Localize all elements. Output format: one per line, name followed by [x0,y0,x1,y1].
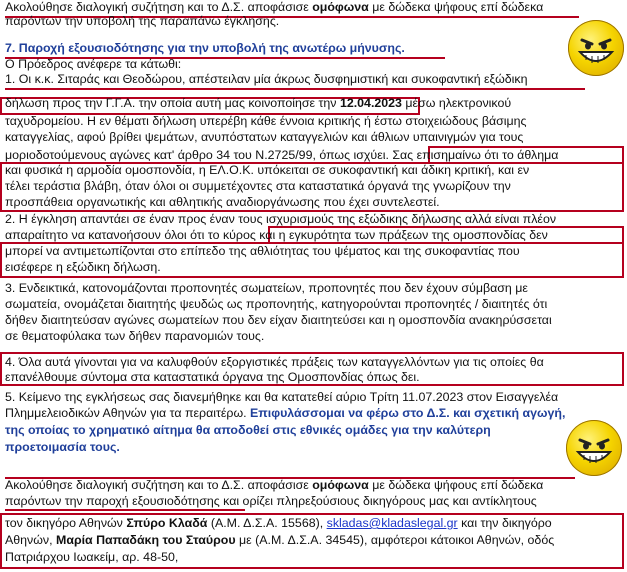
text-line [5,313,552,328]
text-line [5,329,264,344]
text-span: καταγγελίας, αφού βρίθει ψεμάτων, ανυπόστατων καταγγελιών και άθλιων υπαινιγμών για τους [5,130,524,144]
text-line [5,550,178,565]
text-line [5,148,558,163]
text-line [5,297,547,312]
text-span: με δώδεκα ψήφους επί δώδεκα [368,478,544,492]
text-line [5,14,279,29]
text-span: Πλημμελειοδικών Αθηνών για τα περαιτέρω. [5,406,251,420]
text-line [5,179,511,194]
text-line [5,533,554,548]
text-span: παρόντων την υποβολή της παραπάνω έγκλησης. [5,14,280,28]
text-span: τέλει τεράστια βλάβη, όταν όλοι οι συμμετέχοντες στα καταστατικά όργανά της γνωρίζουν την [5,179,511,193]
bold-text: ομόφωνα [312,0,369,14]
text-line [5,494,537,509]
text-span: Ακολούθησε διαλογική συζήτηση και το Δ.Σ. αποφάσισε [5,478,313,492]
date-text: 12.04.2023 [339,96,402,110]
text-span: Ακολούθησε διαλογική συζήτηση και το Δ.Σ. αποφάσισε [5,0,313,14]
text-line [5,96,511,111]
text-span: το κύρος και η εγκυρότητα των πράξεων της ομοσπονδίας δεν [207,228,548,242]
text-span: επανέλθουμε σύντομα στα καταστατικά όργανα της Ομοσπονδίας όπως δει. [5,370,420,384]
section-heading [5,41,405,56]
text-line [5,260,161,275]
bold-text: Σπύρο Κλαδά [126,516,208,530]
bold-text: προετοιμασία τους. [5,440,120,454]
bold-text: ομόφωνα [312,478,369,492]
text-span: 1. Οι κ.κ. Σιταράς και Θεοδώρου, απέστειλαν μία άκρως δυσφημιστική και συκοφαντική εξώδικη [5,72,528,86]
text-line [5,212,556,227]
text-span: και την δικηγόρο [457,516,552,530]
text-span: 3. Ενδεικτικά, κατονομάζονται προπονητές σωματείων, προπονητές που δεν έχουν σύμβαση με [5,281,528,295]
text-line [5,478,543,493]
text-span: Σας επισημαίνω ότι το άθλημα [392,148,559,162]
text-line [5,281,528,296]
text-line [5,163,529,178]
text-span: προσπάθεια οργανωτικής και αθλητικής αναδιοργάνωσης που έχει συντελεστεί. [5,195,440,209]
text-span: ταχυδρομείου. Η εν θέματι δήλωση υπερέβη κάθε έννοια κριτικής ή έστω στοιχειώδους βάσιμης [5,114,527,128]
text-span: σωματεία, ονομάζεται διαιτητής ψευδώς ως προπονητής, κατηγορούνται προπονητές / διαιτητές ότι [5,297,548,311]
text-line [5,516,552,531]
text-line [5,72,528,87]
text-span: μέσω ηλεκτρονικού [401,96,512,110]
bold-text: Επιφυλάσσομαι να φέρω στο Δ.Σ. και σχετική αγωγή, [250,406,566,420]
text-span: Αθηνών, [5,533,56,547]
text-line [5,130,523,145]
text-span: δήθεν διαιτητεύσαν αγώνες σωματείων που δεν είχαν διαιτητεύσει και η ομοσπονδία ανακηρύσσεται [5,313,552,327]
text-span: (Α.Μ. Δ.Σ.Α. 15568), [207,516,327,530]
text-line [5,355,544,370]
text-span: δήλωση προς την Γ.Γ.Α. την οποία αυτή μας κοινοποίησε την [5,96,340,110]
text-span: παρόντων την παροχή εξουσιοδότησης και ορίζει πληρεξούσιους δικηγόρους μας και αντίκλητους [5,494,537,508]
text-line [5,195,440,210]
grinning-smiley-icon [566,420,622,476]
text-line [5,114,527,129]
text-line [5,370,420,385]
text-span: απαραίτητο να κατανοήσουν όλοι ότι [5,228,208,242]
text-span: 4. Όλα αυτά γίνονται για να καλυφθούν εξοργιστικές πράξεις των καταγγελλόντων για τις οποίες θα [5,355,544,369]
text-line [5,244,520,259]
text-span: με (Α.Μ. Δ.Σ.Α. 34545), αμφότεροι κάτοικοι Αθηνών, οδός [235,533,555,547]
text-span: 5. Κείμενο της εγκλήσεως σας διανεμήθηκε και θα κατατεθεί αύριο Τρίτη 11.07.2023 στον Εισαγγελέα [5,390,559,404]
text-line [5,390,558,405]
bold-text: της οποίας το χρηματικό αίτημα θα αποδοθεί στις εθνικές ομάδες για την καλύτερη [5,423,491,437]
grinning-smiley-icon [568,20,624,76]
text-line [5,440,120,455]
text-span: μοριοδοτούμενους αγώνες κατ' άρθρο 34 του Ν.2725/99, όπως ισχύει. [5,148,393,162]
text-span: σε θεματοφύλακα των δήθεν παρανομιών τους. [5,329,265,343]
text-line [5,406,565,421]
red-underline [5,509,245,511]
text-span: Ο Πρόεδρος ανέφερε τα κάτωθι: [5,57,182,71]
email-link[interactable]: skladas@kladaslegal.gr [326,516,458,530]
text-span: 2. Η έγκληση απαντάει σε έναν προς έναν τους ισχυρισμούς της εξώδικης δήλωσης αλλά είναι πλέον [5,212,557,226]
text-span: εισέφερε η εξώδικη δήλωση. [5,260,161,274]
text-span: τον δικηγόρο Αθηνών [5,516,127,530]
text-line [5,423,491,438]
heading-text: 7. Παροχή εξουσιοδότησης για την υποβολή της ανωτέρω μήνυσης. [5,41,405,55]
bold-text: Μαρία Παπαδάκη του Σταύρου [56,533,236,547]
text-line [5,0,543,15]
red-underline [5,88,585,90]
text-span: και φυσικά η αρμοδία ομοσπονδία, η ΕΛ.Ο.Κ. υπόκειται σε συκοφαντική και άδικη κριτική, και εν [5,163,530,177]
text-span: με δώδεκα ψήφους επί δώδεκα [368,0,544,14]
text-span: μπορεί να αντιμετωπίζονται στο επίπεδο της αθλιότητας του ψέματος και της συκοφαντίας που [5,244,520,258]
text-line [5,57,181,72]
text-span: Πατριάρχου Ιωακείμ, αρ. 48-50, [5,550,179,564]
text-line [5,228,548,243]
